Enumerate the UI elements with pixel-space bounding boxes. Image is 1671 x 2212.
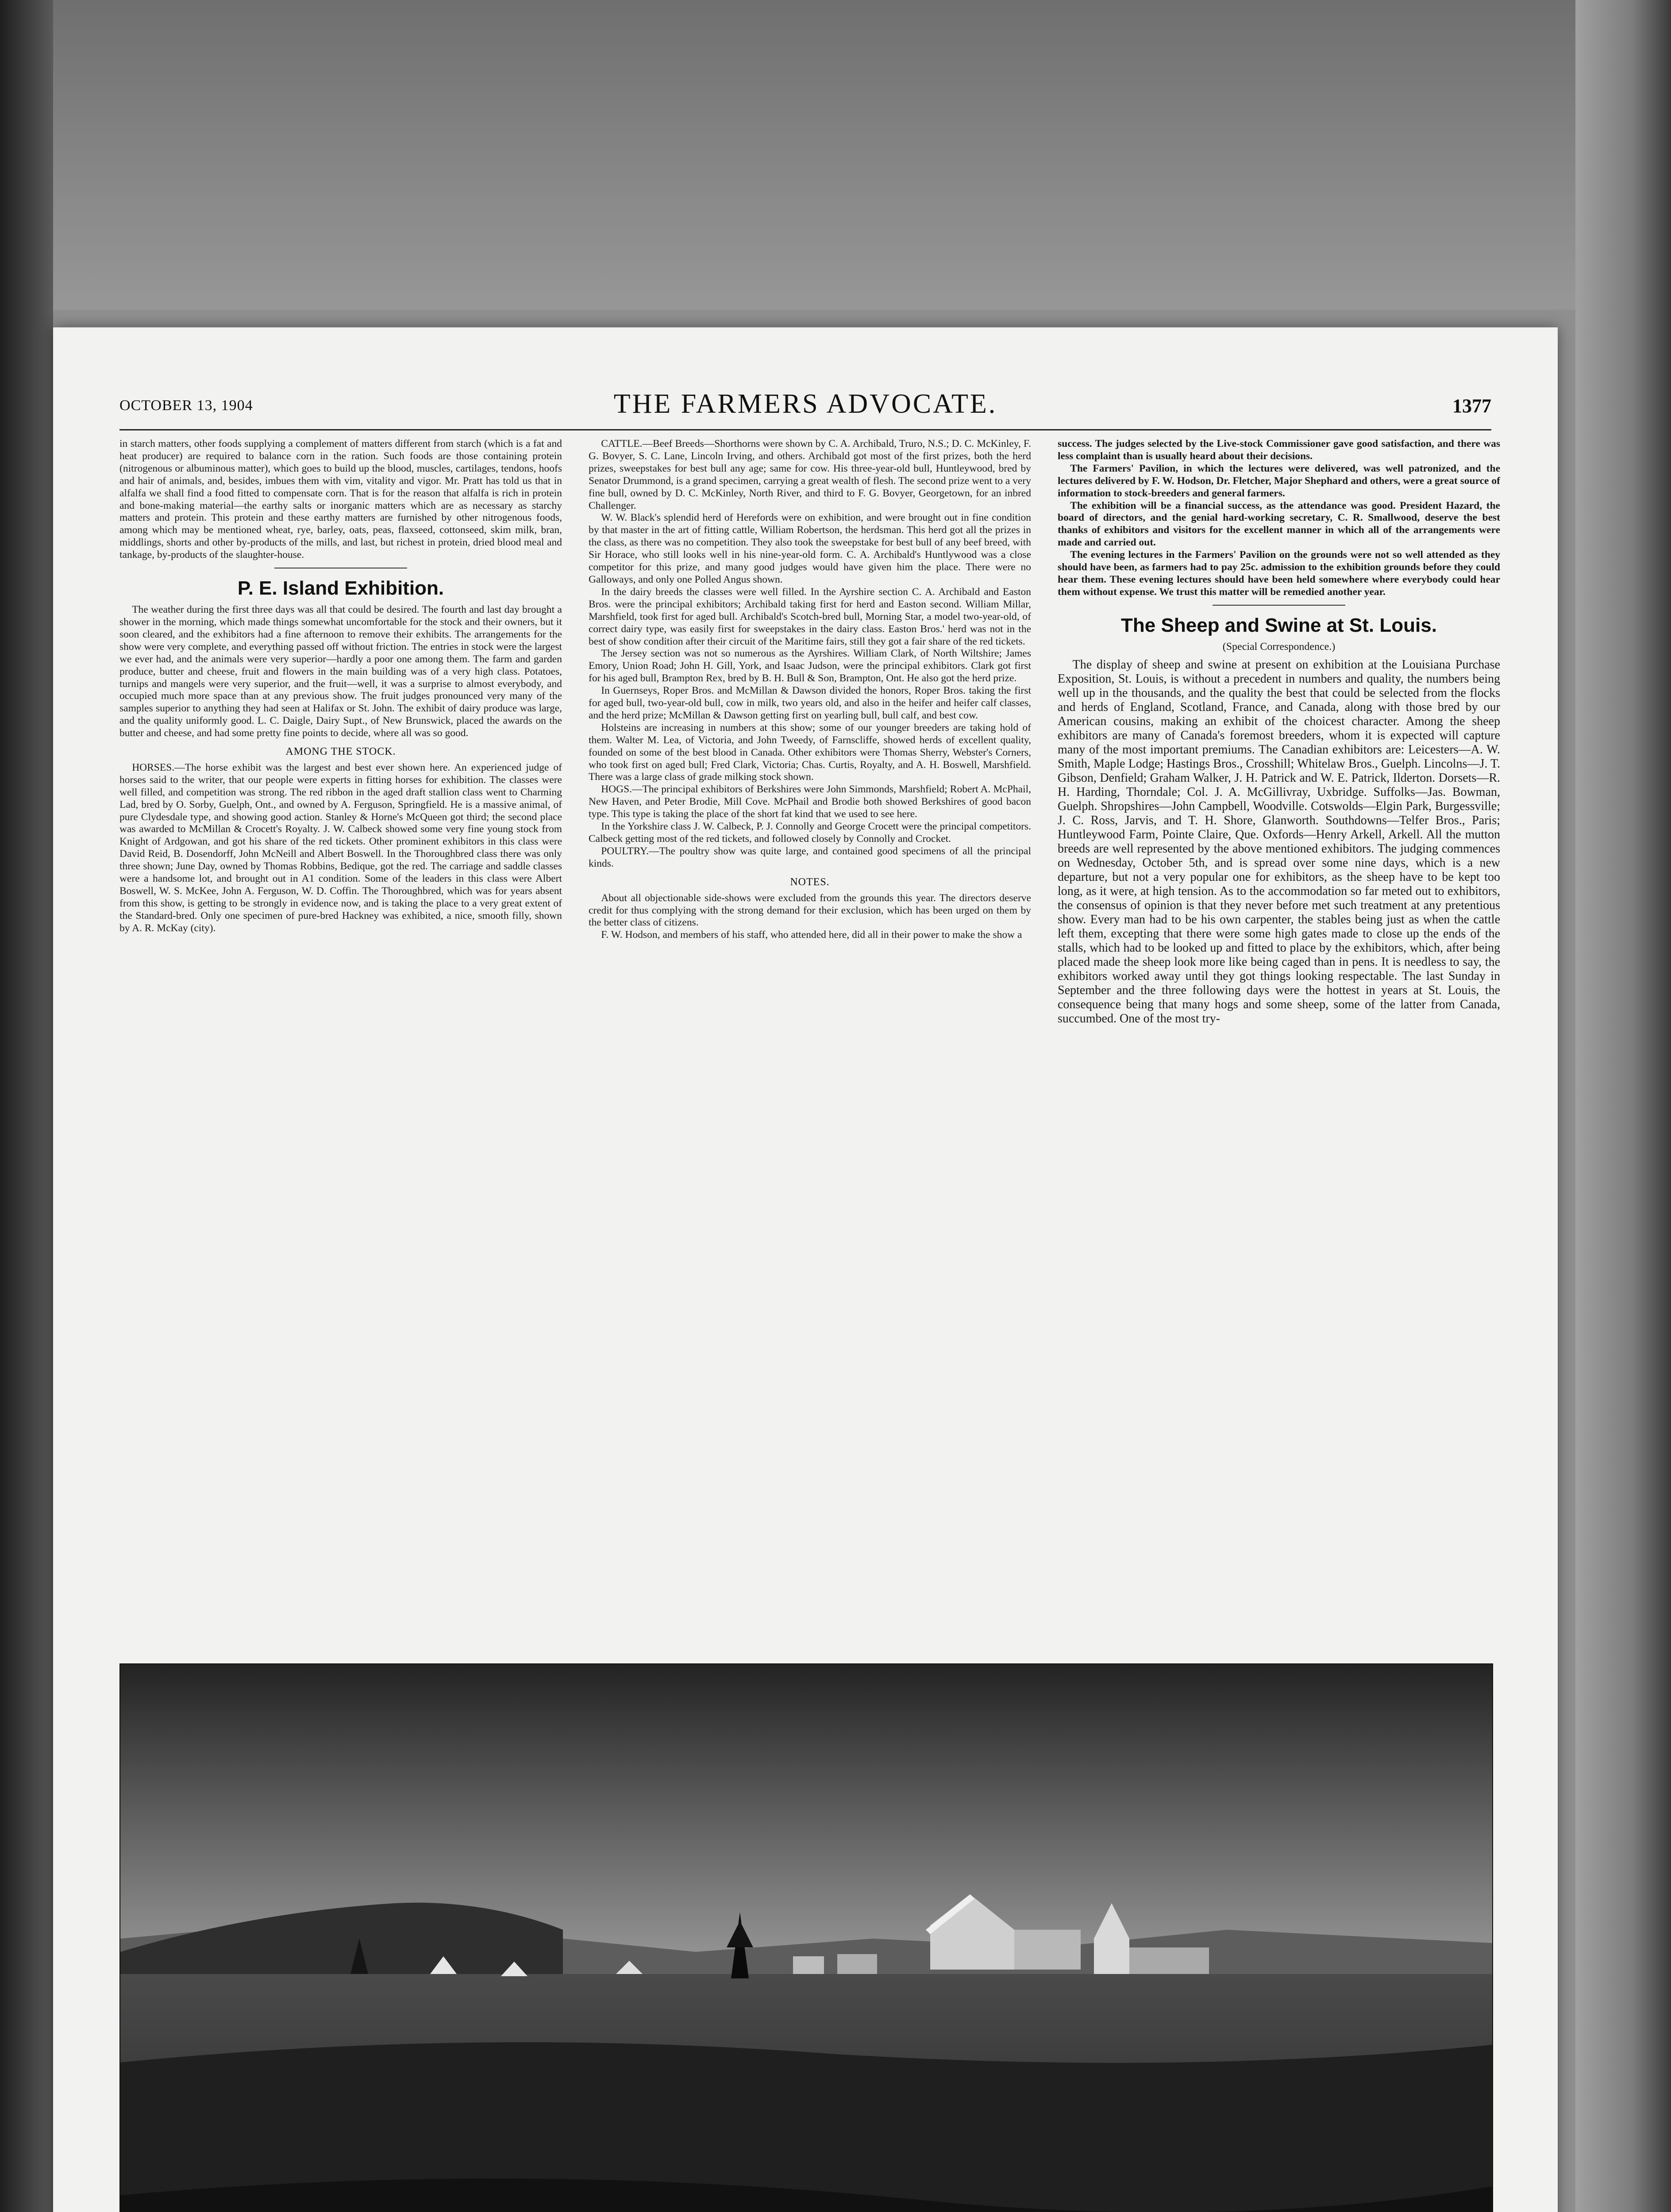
paragraph-herefords: W. W. Black's splendid herd of Herefords were on exhibition, and were brought out in fine condition by that master in the art of fitting cattle, William Robertson, the herdsman. This herd got all the prizes in the class, as there was no competition. They also took the sweepstake for best bull of any beef breed, with Sir Horace, who still looks well in his nine-year-old form. C. A. Archibald's Huntlywood was a close competitor for this prize, and many good judges would have given him the place. There were no Galloways, and only one Polled Angus shown. — [589, 512, 1031, 585]
paragraph-yorkshire: In the Yorkshire class J. W. Calbeck, P. J. Connolly and George Crocett were the principal competitors. Calbeck getting most of the red tickets, and followed closely by Connolly and Crocket. — [589, 821, 1031, 845]
byline-special-correspondence: (Special Correspondence.) — [1222, 641, 1336, 653]
paragraph-starch: in starch matters, other foods supplying a complement of matters different from starch (which is a fat and heat producer) are required to balance corn in the ration. Such foods are those containing protein (nitrogenous or albuminous matter), which goes to build up the blood, muscles, cartilages, tendons, hoofs and hair of animals, and, besides, imbues them with vim, vitality and vigor. Mr. Pratt has told us that in alfalfa we shall find a food fitted to compensate corn. That is for the reason that alfalfa is rich in protein and bone-making material—the earthy salts or inorganic matters which are as necessary as starchy matters and protein. This protein and these earthy matters are furnished by other nitrogenous foods, among which may be mentioned wheat, rye, barley, oats, peas, flaxseed, cottonseed, skim milk, bran, middlings, shorts and other by-products of the mills, and last, but richest in protein, dried blood meal and tankage, by-products of the slaughter-house. — [119, 438, 562, 561]
section-divider — [1213, 605, 1345, 606]
article-heading-sheep-swine: The Sheep and Swine at St. Louis. — [1121, 614, 1437, 636]
paragraph-jersey: The Jersey section was not so numerous as the Ayrshires. William Clark, of North Wiltshire; James Emory, Union Road; John H. Gill, York, and Isaac Judson, were the principal exhibitors. Clark got first for his aged bull, Brampton Rex, bred by B. H. Bull & Son, Brampton, Ont. He also got the herd prize. — [589, 648, 1031, 684]
paragraph-evening-lectures: The evening lectures in the Farmers' Pavilion on the grounds were not so well attended as they should have been, as farmers had to pay 25c. admission to the exhibition grounds before they could hear them. These evening lectures should have been held somewhere where everybody could hear them without expense. We trust this matter will be remedied another year. — [1058, 549, 1500, 598]
paragraph-notes-1: About all objectionable side-shows were excluded from the grounds this year. The directors deserve credit for thus complying with the strong demand for their exclusion, which has been urged on them by the better class of citizens. — [589, 892, 1031, 929]
column-3 — [1058, 438, 1500, 1646]
paragraph-dairy: In the dairy breeds the classes were well filled. In the Ayrshire section C. A. Archibald and Easton Bros. were the principal exhibitors; Archibald taking first for herd and Easton second. William Millar, Marshfield, took first for aged bull. Archibald's Scotch-bred bull, Morning Star, a model two-year-old, of correct dairy type, was easily first for sweepstakes in the dairy class. Easton Bros.' herd was not in the best of show condition after their circuit of the Maritime fairs, still they got a fair share of the red tickets. — [589, 586, 1031, 647]
paragraph-weather: The weather during the first three days was all that could be desired. The fourth and last day brought a shower in the morning, which made things somewhat uncomfortable for the stock and their owners, but it soon cleared, and the exhibitors had a fine afternoon to remove their exhibits. The arrangements for the show were very complete, and everything passed off without friction. The entries in stock were the largest we ever had, and the animals were very superior—hardly a poor one among them. The farm and garden produce, butter and cheese, fruit and flowers in the main building was of a very high class. Potatoes, turnips and mangels were very superior, and the fruit—well, it was a surprise to almost everybody, and occupied much more space than at any previous show. The fruit judges pronounced very many of the samples superior to anything they had seen at Halifax or St. John. The exhibit of dairy produce was large, and the quality uniformly good. L. C. Daigle, Dairy Supt., of New Brunswick, placed the awards on the butter and cheese, and had some pretty fine points to decide, where all was so good. — [119, 604, 562, 739]
paragraph-holstein: Holsteins are increasing in numbers at this show; some of our younger breeders are taking hold of them. Walter M. Lea, of Victoria, and John Tweedy, of Farnscliffe, showed herds of excellent quality, founded on some of the best blood in Canada. Other exhibitors were Thomas Sherry, Webster's Corners, who took first on aged bull; Fred Clark, Victoria; Chas. Curtis, Royalty, and A. H. Boswell, Marshfield. There was a large class of grade milking stock shown. — [589, 722, 1031, 783]
photograph-far-north — [119, 1663, 1493, 2212]
landscape-photo-illustration — [120, 1664, 1492, 2212]
newspaper-page — [53, 327, 1558, 2212]
issue-date: OCTOBER 13, 1904 — [119, 397, 253, 414]
masthead-title: THE FARMERS ADVOCATE. — [613, 389, 997, 419]
paragraph-horses: HORSES.—The horse exhibit was the largest and best ever shown here. An experienced judge of horses said to the writer, that our people were experts in fitting horses for exhibition. The classes were well filled, and competition was strong. The red ribbon in the aged draft stallion class went to Charming Lad, bred by O. Sorby, Guelph, Ont., and owned by A. Ferguson, Springfield. He is a massive animal, of pure Clydesdale type, and showing good action. Stanley & Horne's McQueen got third; the second place was awarded to McMillan & Crocett's Royalty. J. W. Calbeck showed some very fine young stock from Knight of Ardgowan, and got his share of the red tickets. Other prominent exhibitors in this class were David Reid, B. Dosendorff, John McNeill and Albert Boswell. In the Thoroughbred class there was only three shown; June Day, owned by Thomas Robbins, Bedique, got the red. The carriage and saddle classes were a handsome lot, and brought out in A1 condition. Some of the leaders in this class were Albert Boswell, W. S. McKee, John A. Ferguson, W. D. Coffin. The Thoroughbred, which was for years absent from this show, is getting to be strongly in evidence now, and is taking the place to a very great extent of the Standard-bred. Only one specimen of pure-bred Hackney was exhibited, a nice, smooth filly, shown by A. R. McKay (city). — [119, 761, 562, 934]
paragraph-pavilion: The Farmers' Pavilion, in which the lectures were delivered, was well patronized, and the lectures delivered by F. W. Hodson, Dr. Fletcher, Major Shephard and others, were a great source of information to stock-breeders and general farmers. — [1058, 462, 1500, 499]
subheading-notes: NOTES. — [790, 876, 830, 888]
subheading-among-the-stock: AMONG THE STOCK. — [285, 746, 396, 758]
scan-background-top — [0, 0, 1671, 310]
column-1 — [119, 438, 562, 1646]
scan-edge-right — [1575, 0, 1671, 2212]
scan-binding-shadow — [0, 0, 53, 2212]
paragraph-notes-2: F. W. Hodson, and members of his staff, who attended here, did all in their power to make the show a — [601, 929, 1022, 941]
column-2 — [589, 438, 1031, 1646]
paragraph-sheep-display: The display of sheep and swine at present on exhibition at the Louisiana Purchase Exposition, St. Louis, is without a precedent in numbers and quality, the numbers being well up in the thousands, and the quality the best that could be selected from the flocks and herds of England, Scotland, France, and Canada, along with those bred by our American cousins, making an exhibit of the choicest character. Among the sheep exhibitors are many of Canada's foremost breeders, whom it is expected will capture many of the most important premiums. The Canadian exhibitors are: Leicesters—A. W. Smith, Maple Lodge; Hastings Bros., Crosshill; Whitelaw Bros., Guelph. Lincolns—J. T. Gibson, Denfield; Graham Walker, J. H. Patrick and W. E. Patrick, Ilderton. Dorsets—R. H. Harding, Thorndale; Col. J. A. McGillivray, Uxbridge. Suffolks—Jas. Bowman, Guelph. Shropshires—John Campbell, Woodville. Cotswolds—Elgin Park, Burgessville; J. C. Ross, Jarvis, and T. H. Shore, Glanworth. Southdowns—Telfer Bros., Paris; Huntleywood Farm, Pointe Claire, Que. Oxfords—Henry Arkell, Arkell. All the mutton breeds are well represented by the above mentioned exhibitors. The judging commences on Wednesday, October 5th, and is spread over some nine days, which is a new departure, but not a very popular one for exhibitors, as the sheep have to be kept too long, as it were, at high tension. As to the accommodation so far meted out to exhibitors, the consensus of opinion is that they never before met such treatment at any pretentious show. Every man had to be his own carpenter, the stables being just as when the cattle left them, excepting that there were some high gates made to close up the ends of the stalls, which had to be looked up and fitted to place by the exhibitors, which, after being placed made the sheep look more like being caged than in pens. It is needless to say, the exhibitors worked away until they got things looking respectable. The last Sunday in September and the three following days were the hottest in years at St. Louis, the consequence being that many hogs and some sheep, some of the latter from Canada, succumbed. One of the most try- — [1058, 657, 1500, 1025]
paragraph-hogs: HOGS.—The principal exhibitors of Berkshires were John Simmonds, Marshfield; Robert A. McPhail, New Haven, and Peter Brodie, Mill Cove. McPhail and Brodie both showed Berkshires of good bacon type. This type is taking the place of the short fat kind that we used to see here. — [589, 783, 1031, 820]
page-number: 1377 — [1452, 395, 1491, 417]
page-header — [119, 385, 1491, 430]
paragraph-financial: The exhibition will be a financial success, as the attendance was good. President Hazard, the board of directors, and the genial hard-working secretary, C. R. Smallwood, deserve the best thanks of exhibitors and visitors for the excellent manner in which all of the arrangements were made and carried out. — [1058, 499, 1500, 549]
paragraph-success: success. The judges selected by the Live-stock Commissioner gave good satisfaction, and there was less complaint than is usually heard about their decisions. — [1058, 438, 1500, 462]
paragraph-cattle: CATTLE.—Beef Breeds—Shorthorns were shown by C. A. Archibald, Truro, N.S.; D. C. McKinley, F. G. Bovyer, S. C. Lane, Lincoln Irving, and others. Archibald got most of the first prizes, both the herd prizes, sweepstakes for best bull any age; same for cow. His three-year-old bull, Huntleywood, bred by Senator Drummond, is a grand specimen, carrying a great wealth of flesh. The second prize went to a very fine bull, owned by D. C. McKinley, North River, and third to F. G. Bovyer, Georgetown, for an inbred Challenger. — [589, 438, 1031, 511]
article-heading-pei: P. E. Island Exhibition. — [237, 577, 444, 599]
paragraph-guernsey: In Guernseys, Roper Bros. and McMillan & Dawson divided the honors, Roper Bros. taking the first for aged bull, two-year-old bull, cow in milk, two years old, and also in the heifer and heifer calf classes, and the herd prize; McMillan & Dawson getting first on yearling bull, bull calf, and best cow. — [589, 685, 1031, 721]
paragraph-poultry: POULTRY.—The poultry show was quite large, and contained good specimens of all the principal kinds. — [589, 845, 1031, 869]
